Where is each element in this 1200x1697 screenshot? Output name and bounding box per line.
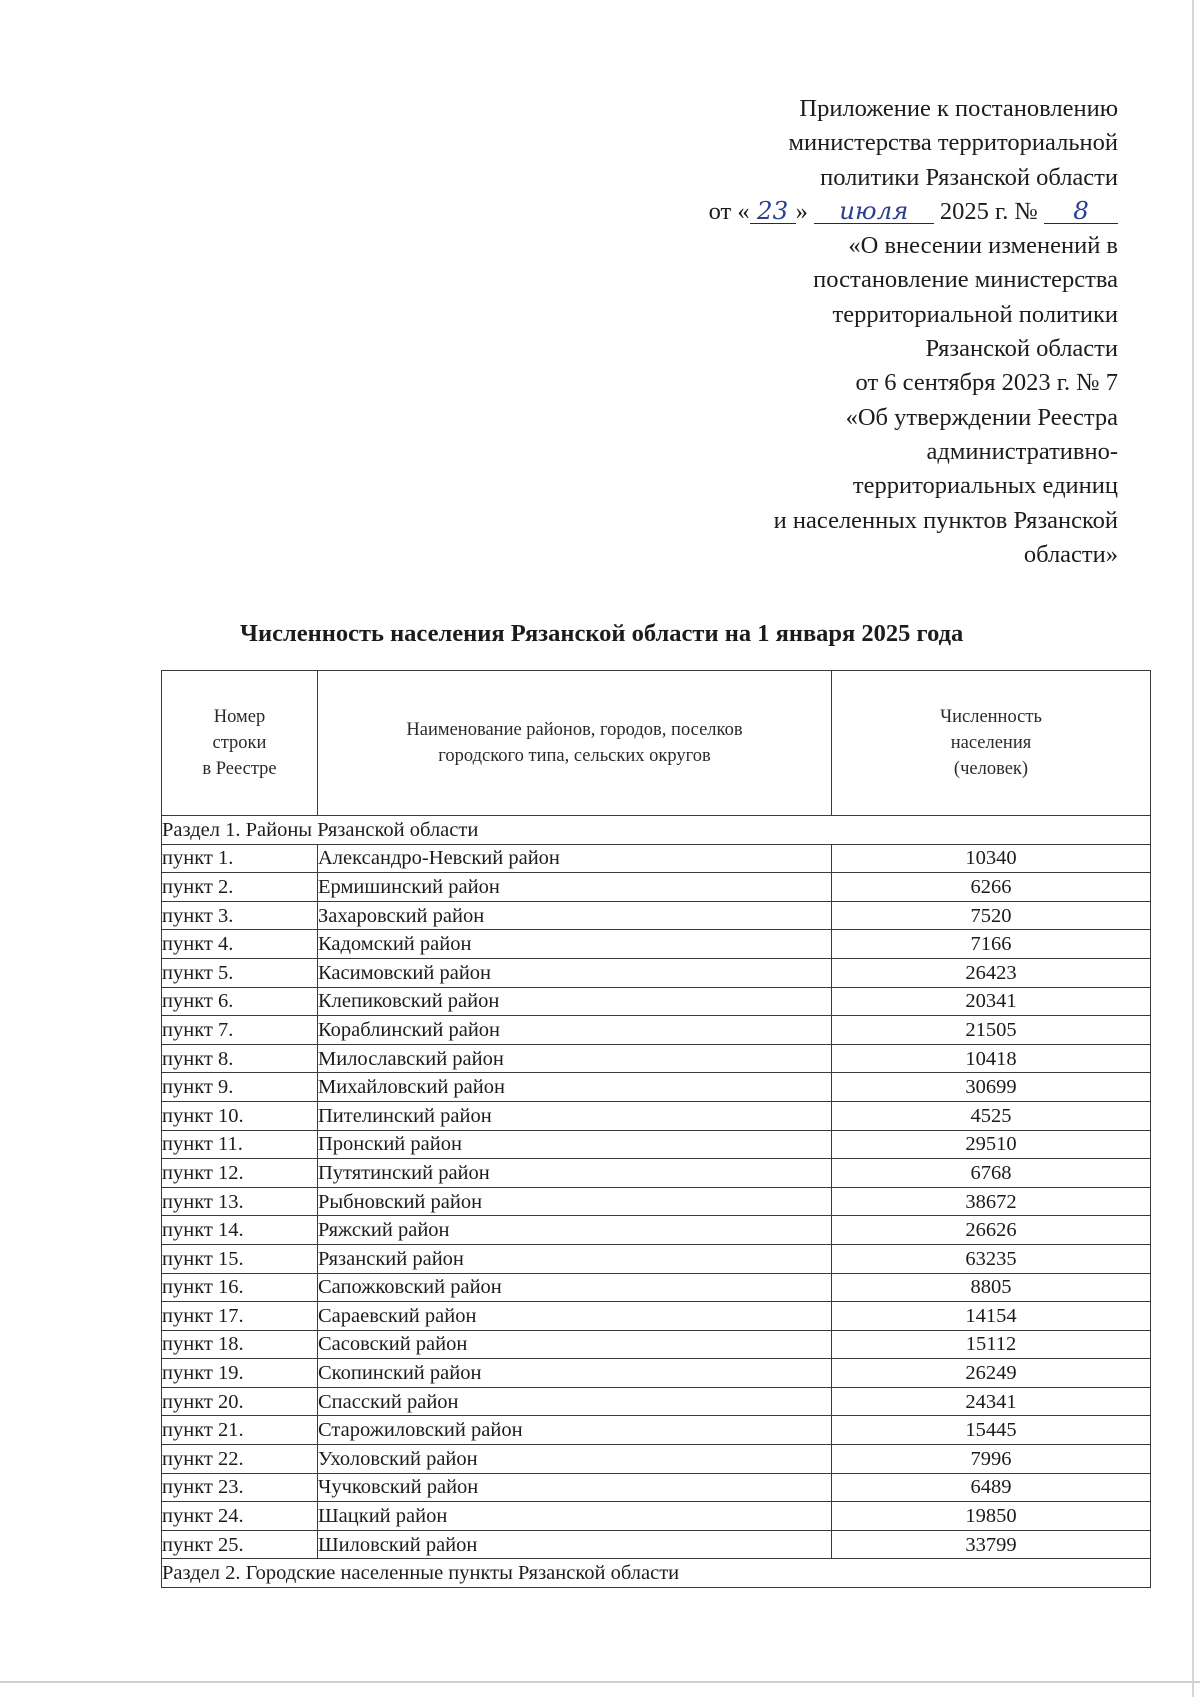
district-name: Путятинский район (318, 1159, 832, 1188)
table-row (162, 987, 1151, 1016)
district-name: Касимовский район (318, 958, 832, 987)
row-number: пункт 16. (162, 1273, 318, 1302)
appendix-line: Рязанской области (925, 335, 1118, 363)
row-number: пункт 6. (162, 987, 318, 1016)
header-text-line: в Реестре (202, 759, 277, 779)
row-number: пункт 11. (162, 1130, 318, 1159)
appendix-line: от 6 сентября 2023 г. № 7 (855, 369, 1118, 397)
row-number: пункт 25. (162, 1530, 318, 1559)
table-row (162, 958, 1151, 987)
district-name: Рыбновский район (318, 1187, 832, 1216)
header-row-number (162, 671, 318, 816)
row-number: пункт 4. (162, 930, 318, 959)
row-number: пункт 14. (162, 1216, 318, 1245)
table-row (162, 844, 1151, 873)
section-row (162, 816, 1151, 845)
district-name: Александро-Невский район (318, 844, 832, 873)
district-name: Кораблинский район (318, 1016, 832, 1045)
population-value: 20341 (832, 987, 1151, 1016)
row-number: пункт 24. (162, 1502, 318, 1531)
table-row (162, 1187, 1151, 1216)
population-value: 8805 (832, 1273, 1151, 1302)
population-value: 7520 (832, 901, 1151, 930)
population-value: 26249 (832, 1359, 1151, 1388)
date-prefix: от « (708, 197, 750, 225)
appendix-line: Приложение к постановлению (799, 95, 1118, 122)
section-row (162, 1559, 1151, 1588)
header-text-line: Номер (213, 707, 266, 727)
header-text-line: Численность (940, 707, 1042, 727)
table-row (162, 1159, 1151, 1188)
population-value: 21505 (832, 1016, 1151, 1045)
population-value: 10418 (832, 1044, 1151, 1073)
row-number: пункт 20. (162, 1387, 318, 1416)
header-text-line: городского типа, сельских округов (438, 746, 711, 766)
population-value: 24341 (832, 1387, 1151, 1416)
row-number: пункт 17. (162, 1302, 318, 1331)
table-row (162, 1101, 1151, 1130)
table-row (162, 1273, 1151, 1302)
population-value: 7996 (832, 1445, 1151, 1474)
district-name: Рязанский район (318, 1244, 832, 1273)
appendix-line: «Об утверждении Реестра (845, 403, 1118, 431)
population-value: 19850 (832, 1502, 1151, 1531)
table-header-row (162, 671, 1151, 816)
row-number: пункт 13. (162, 1187, 318, 1216)
date-year: 2025 г. № (939, 197, 1038, 225)
appendix-line: области» (1023, 540, 1118, 568)
population-value: 38672 (832, 1187, 1151, 1216)
header-text-line: строки (212, 733, 267, 753)
handwritten-doc-number: 8 (1044, 199, 1118, 224)
table-row (162, 1073, 1151, 1102)
row-number: пункт 21. (162, 1416, 318, 1445)
district-name: Пителинский район (318, 1101, 832, 1130)
district-name: Ермишинский район (318, 873, 832, 902)
table-row (162, 1445, 1151, 1474)
population-value: 6266 (832, 873, 1151, 902)
population-value: 63235 (832, 1244, 1151, 1273)
district-name: Ухоловский район (318, 1445, 832, 1474)
appendix-line: территориальной политики (832, 300, 1118, 328)
population-value: 4525 (832, 1101, 1151, 1130)
section-title: Раздел 1. Районы Рязанской области (162, 816, 1151, 845)
appendix-line: территориальных единиц (852, 472, 1118, 500)
district-name: Сасовский район (318, 1330, 832, 1359)
population-value: 10340 (832, 844, 1151, 873)
date-mid: » (795, 197, 808, 225)
population-value: 26423 (832, 958, 1151, 987)
appendix-line: административно- (926, 437, 1118, 465)
district-name: Спасский район (318, 1387, 832, 1416)
handwritten-month: июля (814, 199, 934, 224)
table-row (162, 1016, 1151, 1045)
appendix-line: и населенных пунктов Рязанской (773, 506, 1118, 534)
table-row (162, 1044, 1151, 1073)
population-value: 15445 (832, 1416, 1151, 1445)
row-number: пункт 18. (162, 1330, 318, 1359)
district-name: Клепиковский район (318, 987, 832, 1016)
row-number: пункт 10. (162, 1101, 318, 1130)
population-value: 33799 (832, 1530, 1151, 1559)
district-name: Милославский район (318, 1044, 832, 1073)
table-row (162, 1244, 1151, 1273)
table-row (162, 1502, 1151, 1531)
appendix-line: министерства территориальной (788, 129, 1118, 157)
district-name: Захаровский район (318, 901, 832, 930)
row-number: пункт 5. (162, 958, 318, 987)
appendix-line: постановление министерства (813, 266, 1118, 294)
table-row (162, 1416, 1151, 1445)
table-row (162, 1302, 1151, 1331)
row-number: пункт 2. (162, 873, 318, 902)
table-row (162, 1530, 1151, 1559)
table-row (162, 930, 1151, 959)
district-name: Старожиловский район (318, 1416, 832, 1445)
row-number: пункт 23. (162, 1473, 318, 1502)
district-name: Сапожковский район (318, 1273, 832, 1302)
row-number: пункт 12. (162, 1159, 318, 1188)
document-title: Численность населения Рязанской области на 1 января 2025 года (240, 620, 964, 647)
table-row (162, 901, 1151, 930)
appendix-line: политики Рязанской области (820, 163, 1118, 191)
row-number: пункт 9. (162, 1073, 318, 1102)
row-number: пункт 19. (162, 1359, 318, 1388)
district-name: Сараевский район (318, 1302, 832, 1331)
population-value: 7166 (832, 930, 1151, 959)
population-value: 29510 (832, 1130, 1151, 1159)
appendix-header (709, 92, 1118, 572)
table-row (162, 1130, 1151, 1159)
population-value: 14154 (832, 1302, 1151, 1331)
header-text-line: Наименование районов, городов, поселков (406, 720, 743, 740)
population-value: 30699 (832, 1073, 1151, 1102)
table-row (162, 1473, 1151, 1502)
row-number: пункт 8. (162, 1044, 318, 1073)
table-row (162, 1330, 1151, 1359)
district-name: Михайловский район (318, 1073, 832, 1102)
district-name: Скопинский район (318, 1359, 832, 1388)
header-name (318, 671, 832, 816)
row-number: пункт 3. (162, 901, 318, 930)
table-row (162, 1216, 1151, 1245)
table-row (162, 1387, 1151, 1416)
row-number: пункт 7. (162, 1016, 318, 1045)
row-number: пункт 15. (162, 1244, 318, 1273)
population-value: 6768 (832, 1159, 1151, 1188)
appendix-line: «О внесении изменений в (848, 232, 1118, 260)
row-number: пункт 1. (162, 844, 318, 873)
district-name: Ряжский район (318, 1216, 832, 1245)
decree-date-line (709, 195, 1118, 229)
page-edge-bottom (0, 1681, 1200, 1683)
header-population (832, 671, 1151, 816)
table-row (162, 873, 1151, 902)
header-text-line: населения (950, 733, 1032, 753)
district-name: Чучковский район (318, 1473, 832, 1502)
page-edge (1192, 0, 1194, 1697)
population-table (161, 670, 1151, 1588)
handwritten-day: 23 (750, 199, 796, 224)
table-row (162, 1359, 1151, 1388)
section-title: Раздел 2. Городские населенные пункты Рязанской области (162, 1559, 1151, 1588)
population-value: 26626 (832, 1216, 1151, 1245)
district-name: Кадомский район (318, 930, 832, 959)
district-name: Пронский район (318, 1130, 832, 1159)
district-name: Шацкий район (318, 1502, 832, 1531)
population-value: 15112 (832, 1330, 1151, 1359)
district-name: Шиловский район (318, 1530, 832, 1559)
population-value: 6489 (832, 1473, 1151, 1502)
row-number: пункт 22. (162, 1445, 318, 1474)
header-text-line: (человек) (953, 759, 1029, 779)
